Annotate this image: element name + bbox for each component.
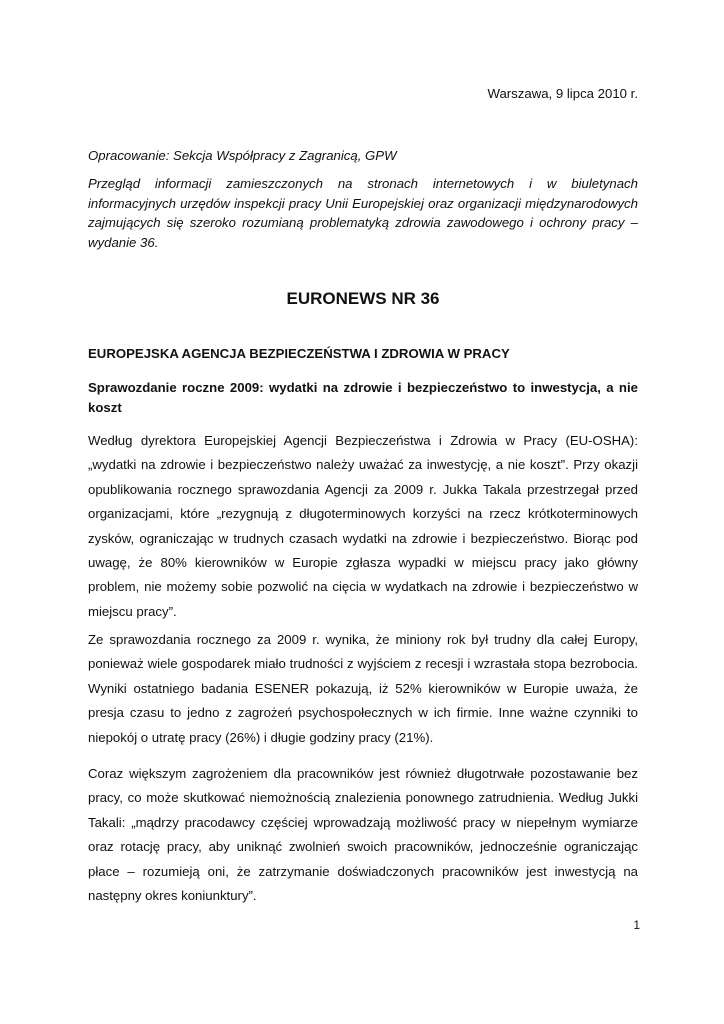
page-number: 1 [633, 918, 640, 932]
document-page [88, 0, 638, 1024]
article-paragraph: Ze sprawozdania rocznego za 2009 r. wynika, że miniony rok był trudny dla całej Europy, ponieważ wiele gospodarek miało trudności z wyjściem z recesji i wzrastała stopa bezrobocia. Wyniki ostatniego badania ESENER pokazują, iż 52% kierowników w Europie uważa, że presja czasu to jedno z zagrożeń psychospołecznych w ich firmie. Inne ważne czynniki to niepokój o utratę pracy (26%) i długie godziny pracy (21%). [88, 632, 638, 745]
prepared-by: Opracowanie: Sekcja Współpracy z Zagranicą, GPW [88, 148, 397, 163]
section-heading: EUROPEJSKA AGENCJA BEZPIECZEŃSTWA I ZDROWIA W PRACY [88, 346, 510, 361]
article-subtitle: Sprawozdanie roczne 2009: wydatki na zdrowie i bezpieczeństwo to inwestycja, a nie koszt [88, 380, 638, 415]
article-paragraph: Według dyrektora Europejskiej Agencji Bezpieczeństwa i Zdrowia w Pracy (EU-OSHA): „wydatki na zdrowie i bezpieczeństwo należy uważać za inwestycję, a nie koszt”. Przy okazji opublikowania rocznego sprawozdania Agencji za 2009 r. Jukka Takala przestrzegał przed organizacjami, które „rezygnują z długoterminowych korzyści na rzecz krótkoterminowych zysków, ograniczając w trudnych czasach wydatki na zdrowie i bezpieczeństwo. Biorąc pod uwagę, że 80% kierowników w Europie zgłasza wypadki w miejscu pracy jako główny problem, nie możemy sobie pozwolić na cięcia w wydatkach na zdrowie i bezpieczeństwo w miejscu pracy”. [88, 433, 638, 619]
intro-text: Przegląd informacji zamieszczonych na stronach internetowych i w biuletynach informacyjnych urzędów inspekcji pracy Unii Europejskiej oraz organizacji międzynarodowych zajmujących się szeroko rozumianą problematyką zdrowia zawodowego i ochrony pracy – wydanie 36. [88, 176, 638, 251]
document-title: EURONEWS NR 36 [286, 289, 440, 308]
article-paragraph: Coraz większym zagrożeniem dla pracowników jest również długotrwałe pozostawanie bez pracy, co może skutkować niemożnością znalezienia ponownego zatrudnienia. Według Jukki Takali: „mądrzy pracodawcy częściej wprowadzają możliwość pracy w niepełnym wymiarze oraz rotację pracy, aby uniknąć zwolnień swoich pracowników, jednocześnie ograniczając płace – rozumieją oni, że zatrzymanie doświadczonych pracowników jest inwestycją na następny okres koniunktury”. [88, 766, 638, 904]
document-date: Warszawa, 9 lipca 2010 r. [487, 86, 638, 101]
